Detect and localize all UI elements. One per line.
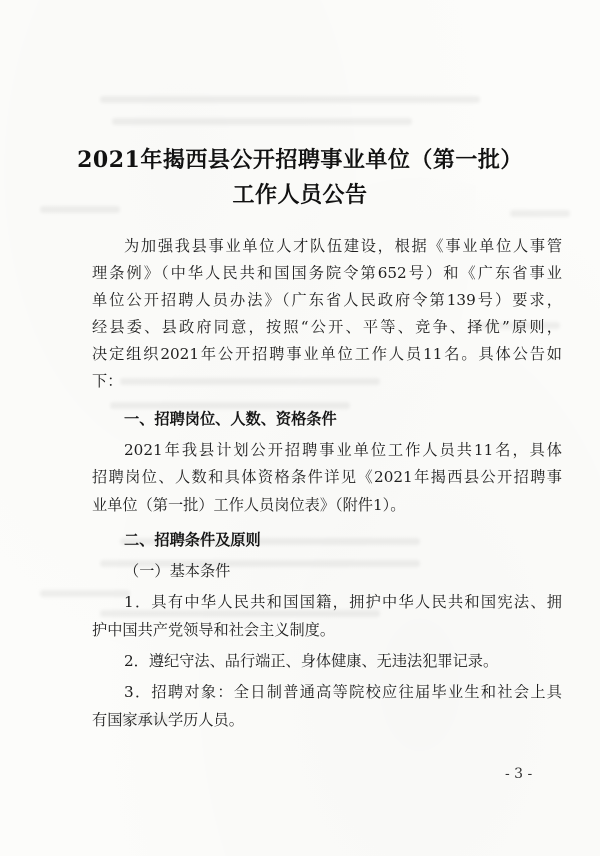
body-line: 2．遵纪守法、品行端正、身体健康、无违法犯罪记录。 <box>124 652 499 670</box>
body-line: 决定组织2021年公开招聘事业单位工作人员11名。具体公告如 <box>92 345 562 363</box>
section-heading-1: 一、招聘岗位、人数、资格条件 <box>124 410 337 428</box>
body-line: 护中国共产党领导和社会主义制度。 <box>92 621 335 639</box>
body-line: 下： <box>92 372 123 390</box>
section-heading-2: 二、招聘条件及原则 <box>124 531 261 549</box>
body-line: 2021年我县计划公开招聘事业单位工作人员共11名，具体 <box>124 441 562 459</box>
subsection-heading: （一）基本条件 <box>124 562 231 580</box>
document-title-line-1: 2021年揭西县公开招聘事业单位（第一批） <box>77 147 523 173</box>
body-line: 有国家承认学历人员。 <box>92 711 244 729</box>
document-title-line-2: 工作人员公告 <box>232 182 368 208</box>
body-line: 3．招聘对象：全日制普通高等院校应往届毕业生和社会上具 <box>124 683 562 701</box>
page-number: - 3 - <box>505 766 533 782</box>
body-line: 理条例》（中华人民共和国国务院令第652号）和《广东省事业 <box>92 264 562 282</box>
body-line: 业单位（第一批）工作人员岗位表》（附件1）。 <box>92 496 406 514</box>
body-line: 单位公开招聘人员办法》（广东省人民政府令第139号）要求， <box>92 291 562 309</box>
body-line: 为加强我县事业单位人才队伍建设，根据《事业单位人事管 <box>124 237 562 255</box>
body-line: 经县委、县政府同意，按照“公开、平等、竞争、择优”原则， <box>92 318 562 336</box>
body-line: 1．具有中华人民共和国国籍，拥护中华人民共和国宪法、拥 <box>124 593 562 611</box>
body-line: 招聘岗位、人数和具体资格条件详见《2021年揭西县公开招聘事 <box>92 468 562 486</box>
